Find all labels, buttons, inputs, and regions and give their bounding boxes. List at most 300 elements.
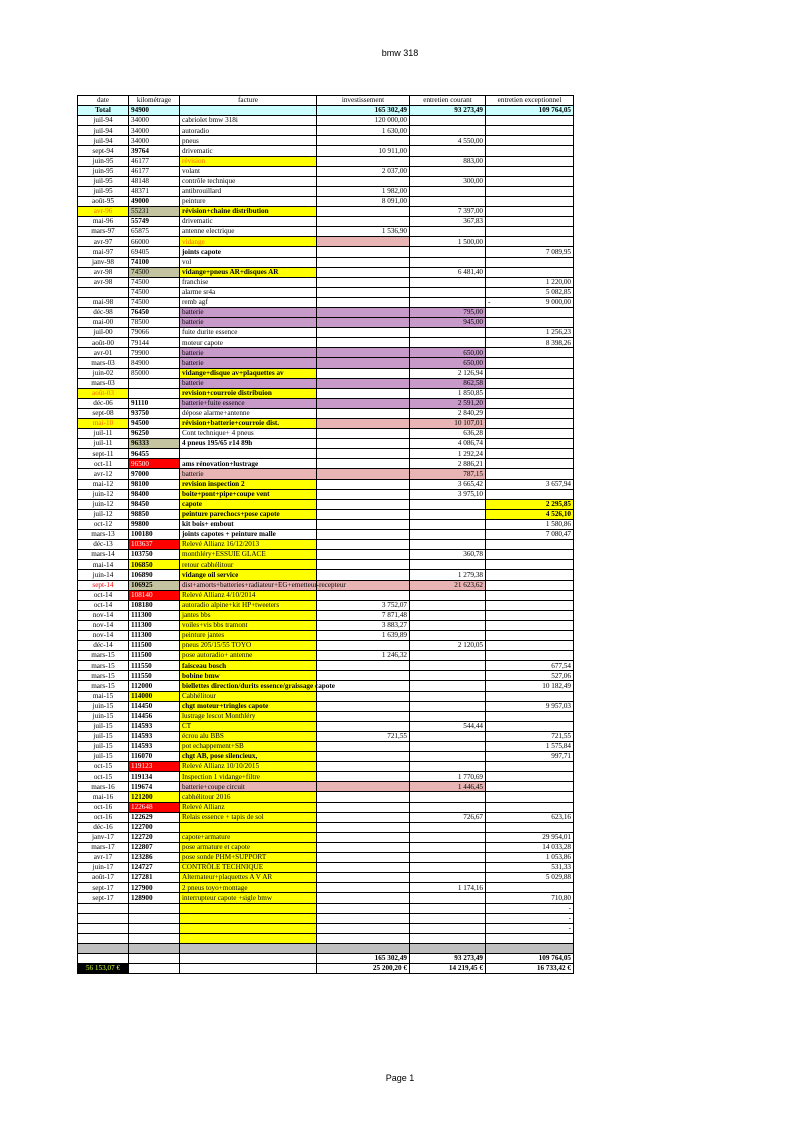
date-cell — [78, 358, 129, 368]
routine-cost-cell-value: 544,44 — [463, 722, 483, 731]
mileage-cell — [129, 126, 180, 136]
table-row — [78, 711, 574, 721]
invoice-cell-value: Relais essence + tapis de sol — [182, 812, 264, 821]
mileage-cell — [129, 237, 180, 247]
mileage-cell — [129, 812, 180, 822]
table-row — [78, 439, 574, 449]
mileage-cell — [129, 186, 180, 196]
invoice-cell — [180, 863, 317, 873]
invoice-cell — [180, 711, 317, 721]
invoice-cell-value: dist+amorts+batteries+radiateur+EG+emetteur-recepteur — [182, 580, 346, 589]
mileage-cell-value: 96500 — [131, 459, 149, 468]
invoice-cell — [180, 550, 317, 560]
exceptional-cost-cell — [486, 752, 574, 762]
mileage-cell — [129, 832, 180, 842]
mileage-cell — [129, 933, 180, 943]
routine-cost-cell — [410, 207, 486, 217]
investment-cell — [317, 136, 410, 146]
mileage-cell — [129, 509, 180, 519]
date-cell-value: juil-15 — [93, 742, 113, 751]
exceptional-cost-cell — [486, 832, 574, 842]
invoice-cell-value: 2 pneus toyo+montage — [182, 883, 248, 892]
exceptional-cost-cell — [486, 570, 574, 580]
date-cell — [78, 257, 129, 267]
routine-cost-cell — [410, 378, 486, 388]
mileage-cell — [129, 166, 180, 176]
date-cell-value: 56 153,07 € — [85, 964, 121, 973]
invoice-cell — [180, 883, 317, 893]
date-cell — [78, 832, 129, 842]
invoice-cell-value: peinture jantes — [182, 631, 225, 640]
date-cell — [78, 297, 129, 307]
invoice-cell-value: boite+pont+pipe+coupe vent — [182, 489, 270, 498]
table-row — [78, 812, 574, 822]
date-cell-value: oct-14 — [93, 590, 113, 599]
invoice-cell — [180, 449, 317, 459]
mileage-cell-value: 122629 — [131, 812, 153, 821]
exceptional-cost-cell-value: 9 957,03 — [545, 701, 571, 710]
mileage-cell-value: 122700 — [131, 823, 153, 831]
exceptional-cost-cell-value: - — [568, 923, 571, 932]
date-cell — [78, 681, 129, 691]
table-row — [78, 469, 574, 479]
table-row — [78, 368, 574, 378]
table-row — [78, 913, 574, 923]
date-cell — [78, 691, 129, 701]
exceptional-cost-cell — [486, 186, 574, 196]
date-cell-value: mars-15 — [91, 661, 115, 670]
exceptional-cost-cell — [486, 489, 574, 499]
mileage-cell-value: 103637 — [131, 540, 153, 549]
investment-cell — [317, 257, 410, 267]
invoice-cell — [180, 842, 317, 852]
routine-cost-cell — [410, 106, 486, 116]
investment-cell — [317, 368, 410, 378]
mileage-cell-value: 98400 — [131, 489, 149, 498]
exceptional-cost-cell — [486, 277, 574, 287]
table-row — [78, 661, 574, 671]
invoice-cell-value: Relevé Allianz 16/12/2013 — [182, 540, 260, 549]
invoice-cell-value: antenne electrique — [182, 227, 235, 236]
page-footer: Page 1 — [385, 1073, 415, 1083]
investment-cell — [317, 287, 410, 297]
routine-cost-cell — [410, 530, 486, 540]
table-row — [78, 297, 574, 307]
exceptional-cost-cell — [486, 893, 574, 903]
date-cell — [78, 953, 129, 963]
mileage-cell — [129, 318, 180, 328]
routine-cost-cell — [410, 408, 486, 418]
exceptional-cost-cell — [486, 207, 574, 217]
mileage-cell-value: 69405 — [131, 247, 149, 256]
investment-cell — [317, 479, 410, 489]
invoice-cell-value: vidange oil service — [182, 570, 239, 579]
date-cell — [78, 883, 129, 893]
routine-cost-cell-value: 2 840,29 — [457, 409, 483, 418]
routine-cost-cell — [410, 893, 486, 903]
mileage-cell-value: 93750 — [131, 409, 149, 418]
invoice-cell-value: revision+courroie distribuion — [182, 388, 272, 397]
invoice-cell — [180, 802, 317, 812]
mileage-cell — [129, 439, 180, 449]
exceptional-cost-cell-value: - — [568, 913, 571, 922]
mileage-cell — [129, 762, 180, 772]
mileage-cell-value: 79066 — [131, 328, 149, 337]
routine-cost-cell — [410, 297, 486, 307]
investment-cell — [317, 217, 410, 227]
investment-cell — [317, 126, 410, 136]
date-cell-value: mars-15 — [91, 651, 115, 660]
routine-cost-cell-value: 1 174,16 — [457, 883, 483, 892]
date-cell-value: juin-15 — [92, 701, 114, 710]
date-cell — [78, 509, 129, 519]
investment-cell — [317, 449, 410, 459]
investment-cell — [317, 661, 410, 671]
table-row — [78, 630, 574, 640]
routine-cost-cell — [410, 933, 486, 943]
date-cell-value: juil-11 — [93, 429, 113, 438]
routine-cost-cell — [410, 570, 486, 580]
exceptional-cost-cell — [486, 600, 574, 610]
exceptional-cost-cell-value: 4 526,10 — [545, 510, 571, 519]
mileage-cell — [129, 408, 180, 418]
invoice-cell — [180, 459, 317, 469]
routine-cost-cell-value: 2 120,05 — [457, 641, 483, 650]
table-row — [78, 842, 574, 852]
exceptional-cost-cell — [486, 287, 574, 297]
routine-cost-cell — [410, 560, 486, 570]
mileage-cell-value: 66000 — [131, 237, 149, 246]
routine-cost-cell — [410, 782, 486, 792]
date-cell — [78, 378, 129, 388]
mileage-cell-value: 98450 — [131, 500, 149, 508]
table-row — [78, 651, 574, 661]
invoice-cell-value: bobine bmw — [182, 671, 220, 680]
invoice-cell — [180, 368, 317, 378]
routine-cost-cell — [410, 479, 486, 489]
exceptional-cost-cell — [486, 247, 574, 257]
routine-cost-cell — [410, 883, 486, 893]
routine-cost-cell — [410, 590, 486, 600]
table-row — [78, 752, 574, 762]
mileage-cell-value: 48371 — [131, 187, 149, 196]
exceptional-cost-cell — [486, 943, 574, 953]
date-cell — [78, 136, 129, 146]
investment-cell — [317, 156, 410, 166]
mileage-cell-value: 106925 — [131, 580, 153, 589]
date-cell — [78, 459, 129, 469]
routine-cost-cell — [410, 449, 486, 459]
table-row — [78, 116, 574, 126]
investment-cell — [317, 489, 410, 499]
investment-cell — [317, 893, 410, 903]
exceptional-cost-cell — [486, 913, 574, 923]
table-row — [78, 580, 574, 590]
mileage-cell-value: 122807 — [131, 843, 153, 852]
table-row — [78, 378, 574, 388]
exceptional-cost-cell-value: 109 764,05 — [538, 106, 571, 115]
mileage-cell-value: 114450 — [131, 701, 153, 710]
investment-cell — [317, 772, 410, 782]
routine-cost-cell — [410, 863, 486, 873]
investment-cell — [317, 742, 410, 752]
mileage-cell-value: 98850 — [131, 510, 149, 519]
invoice-cell-value: remb agf — [182, 298, 208, 307]
mileage-cell — [129, 691, 180, 701]
invoice-cell — [180, 136, 317, 146]
date-cell-value: août-00 — [92, 338, 114, 347]
date-cell — [78, 943, 129, 953]
date-cell-value: mai-96 — [92, 217, 114, 226]
investment-cell — [317, 398, 410, 408]
date-cell-value: août-95 — [92, 197, 114, 206]
investment-cell — [317, 540, 410, 550]
date-cell-value: juil-15 — [93, 732, 113, 741]
date-cell — [78, 227, 129, 237]
mileage-cell-value: 103750 — [131, 550, 153, 559]
table-row — [78, 721, 574, 731]
invoice-cell — [180, 237, 317, 247]
mileage-cell — [129, 661, 180, 671]
table-row — [78, 257, 574, 267]
date-cell — [78, 782, 129, 792]
mileage-cell-value: 74500 — [131, 267, 149, 276]
invoice-cell-value: cabhélitour 2016 — [182, 792, 231, 801]
mileage-cell — [129, 267, 180, 277]
invoice-cell — [180, 893, 317, 903]
routine-cost-cell — [410, 691, 486, 701]
routine-cost-cell-value: 636,28 — [463, 429, 483, 438]
date-cell — [78, 893, 129, 903]
mileage-cell — [129, 227, 180, 237]
date-cell — [78, 590, 129, 600]
table-row — [78, 893, 574, 903]
date-cell — [78, 580, 129, 590]
date-cell-value: oct-11 — [93, 459, 113, 468]
table-row — [78, 479, 574, 489]
invoice-cell — [180, 913, 317, 923]
exceptional-cost-cell-value: 7 089,95 — [545, 247, 571, 256]
routine-cost-cell — [410, 358, 486, 368]
table-row — [78, 146, 574, 156]
routine-cost-cell-value: 787,15 — [463, 469, 483, 478]
invoice-cell-value: batterie — [182, 348, 204, 357]
table-row — [78, 196, 574, 206]
date-cell-value: juil-15 — [93, 752, 113, 761]
table-row — [78, 883, 574, 893]
date-cell — [78, 116, 129, 126]
investment-cell — [317, 721, 410, 731]
table-row — [78, 540, 574, 550]
mileage-cell-value: 94900 — [131, 106, 149, 115]
date-cell — [78, 388, 129, 398]
routine-cost-cell-value: 1 850,85 — [457, 388, 483, 397]
investment-cell-value: 3 752,07 — [381, 600, 407, 609]
invoice-cell — [180, 398, 317, 408]
investment-cell — [317, 509, 410, 519]
date-cell — [78, 519, 129, 529]
investment-cell-value: 721,55 — [387, 732, 407, 741]
exceptional-cost-cell-value: 2 295,85 — [545, 500, 571, 508]
invoice-cell — [180, 560, 317, 570]
exceptional-cost-cell — [486, 772, 574, 782]
routine-cost-cell — [410, 156, 486, 166]
exceptional-cost-cell — [486, 509, 574, 519]
mileage-cell-value: 84900 — [131, 358, 149, 367]
routine-cost-cell-value: 2 886,21 — [457, 459, 483, 468]
date-cell — [78, 933, 129, 943]
mileage-cell-value: 74500 — [131, 277, 149, 286]
table-row — [78, 933, 574, 943]
routine-cost-cell — [410, 953, 486, 963]
investment-cell — [317, 913, 410, 923]
date-cell — [78, 217, 129, 227]
mileage-cell — [129, 398, 180, 408]
date-cell-value: juil-95 — [93, 177, 113, 185]
date-cell-value: juil-94 — [93, 116, 113, 125]
mileage-cell-value: 98100 — [131, 479, 149, 488]
date-cell-value: déc-13 — [93, 540, 113, 549]
mileage-cell-value: 34000 — [131, 126, 149, 135]
exceptional-cost-cell — [486, 923, 574, 933]
invoice-cell-value: lustrage lescot Monthléry — [182, 711, 256, 720]
date-cell-value: juin-12 — [92, 489, 114, 498]
routine-cost-cell — [410, 923, 486, 933]
exceptional-cost-cell — [486, 742, 574, 752]
mileage-cell-value: 74500 — [131, 298, 149, 307]
exceptional-cost-cell — [486, 106, 574, 116]
mileage-cell-value: 97000 — [131, 469, 149, 478]
investment-cell-value: 7 871,48 — [381, 611, 407, 620]
routine-cost-cell-value: 93 273,49 — [454, 106, 483, 115]
invoice-cell-value: CT — [182, 722, 192, 731]
mileage-cell-value: 74500 — [131, 288, 149, 297]
mileage-cell — [129, 570, 180, 580]
exceptional-cost-cell — [486, 146, 574, 156]
date-cell-value: août-03 — [92, 388, 114, 397]
mileage-cell-value: 106850 — [131, 560, 153, 569]
investment-cell — [317, 358, 410, 368]
invoice-cell — [180, 247, 317, 257]
mileage-cell-value: 124727 — [131, 863, 153, 872]
routine-cost-cell — [410, 307, 486, 317]
mileage-cell — [129, 711, 180, 721]
exceptional-cost-cell-value: 1 575,84 — [545, 742, 571, 751]
exceptional-cost-cell — [486, 530, 574, 540]
exceptional-cost-cell — [486, 368, 574, 378]
investment-cell — [317, 408, 410, 418]
date-cell-value: mai-97 — [92, 247, 114, 256]
invoice-cell — [180, 106, 317, 116]
investment-cell — [317, 307, 410, 317]
routine-cost-cell-value: 650,00 — [463, 358, 483, 367]
invoice-cell — [180, 429, 317, 439]
invoice-cell-value: interrupteur capote +sigle bmw — [182, 893, 273, 902]
investment-cell-value: 10 911,00 — [378, 146, 407, 155]
investment-cell — [317, 388, 410, 398]
date-cell-value: nov-14 — [92, 631, 114, 640]
invoice-cell-value: franchise — [182, 277, 209, 286]
mileage-cell — [129, 893, 180, 903]
routine-cost-cell-value: 883,00 — [463, 156, 483, 165]
date-cell-value: janv-17 — [92, 833, 114, 842]
routine-cost-cell — [410, 519, 486, 529]
date-cell — [78, 196, 129, 206]
date-cell — [78, 318, 129, 328]
date-cell — [78, 802, 129, 812]
investment-cell — [317, 146, 410, 156]
invoice-cell-value: drivematic — [182, 146, 213, 155]
investment-cell — [317, 762, 410, 772]
mileage-cell — [129, 146, 180, 156]
invoice-cell — [180, 287, 317, 297]
mileage-cell-value: 49000 — [131, 197, 149, 206]
routine-cost-cell — [410, 681, 486, 691]
table-row — [78, 610, 574, 620]
exceptional-cost-cell-value: 10 182,49 — [542, 681, 571, 690]
mileage-cell — [129, 721, 180, 731]
mileage-cell — [129, 620, 180, 630]
table-row — [78, 832, 574, 842]
invoice-cell — [180, 499, 317, 509]
mileage-cell-value: 34000 — [131, 116, 149, 125]
routine-cost-cell — [410, 812, 486, 822]
mileage-cell — [129, 348, 180, 358]
table-row — [78, 570, 574, 580]
invoice-cell-value: jantes bbs — [182, 611, 211, 620]
table-row — [78, 923, 574, 933]
investment-cell-value: 1 639,89 — [381, 631, 407, 640]
date-cell-value: juin-15 — [92, 711, 114, 720]
routine-cost-cell — [410, 711, 486, 721]
date-cell-value: juin-12 — [92, 500, 114, 508]
investment-cell — [317, 883, 410, 893]
invoice-cell-value: révision — [182, 156, 206, 165]
routine-cost-cell-value: 93 273,49 — [454, 954, 483, 963]
mileage-cell — [129, 842, 180, 852]
mileage-cell — [129, 287, 180, 297]
routine-cost-cell-value: 10 107,01 — [454, 419, 483, 428]
date-cell — [78, 964, 129, 974]
routine-cost-cell — [410, 126, 486, 136]
exceptional-cost-cell — [486, 933, 574, 943]
exceptional-cost-cell — [486, 136, 574, 146]
mileage-cell — [129, 600, 180, 610]
date-cell — [78, 792, 129, 802]
mileage-cell-value: 114000 — [131, 691, 153, 700]
table-row — [78, 358, 574, 368]
invoice-cell — [180, 873, 317, 883]
investment-cell — [317, 832, 410, 842]
routine-cost-cell — [410, 913, 486, 923]
invoice-cell-value: alarme sr4a — [182, 288, 216, 297]
exceptional-cost-cell — [486, 176, 574, 186]
routine-cost-cell — [410, 832, 486, 842]
date-cell — [78, 873, 129, 883]
invoice-cell — [180, 590, 317, 600]
mileage-cell — [129, 560, 180, 570]
exceptional-cost-cell — [486, 903, 574, 913]
exceptional-cost-cell-value: 721,55 — [551, 732, 571, 741]
table-row — [78, 691, 574, 701]
date-cell — [78, 701, 129, 711]
mileage-cell — [129, 742, 180, 752]
exceptional-cost-cell — [486, 166, 574, 176]
mileage-cell-value: 108180 — [131, 600, 153, 609]
invoice-cell-value: Cont technique+ 4 pneus — [182, 429, 254, 438]
investment-cell — [317, 863, 410, 873]
routine-cost-cell — [410, 459, 486, 469]
